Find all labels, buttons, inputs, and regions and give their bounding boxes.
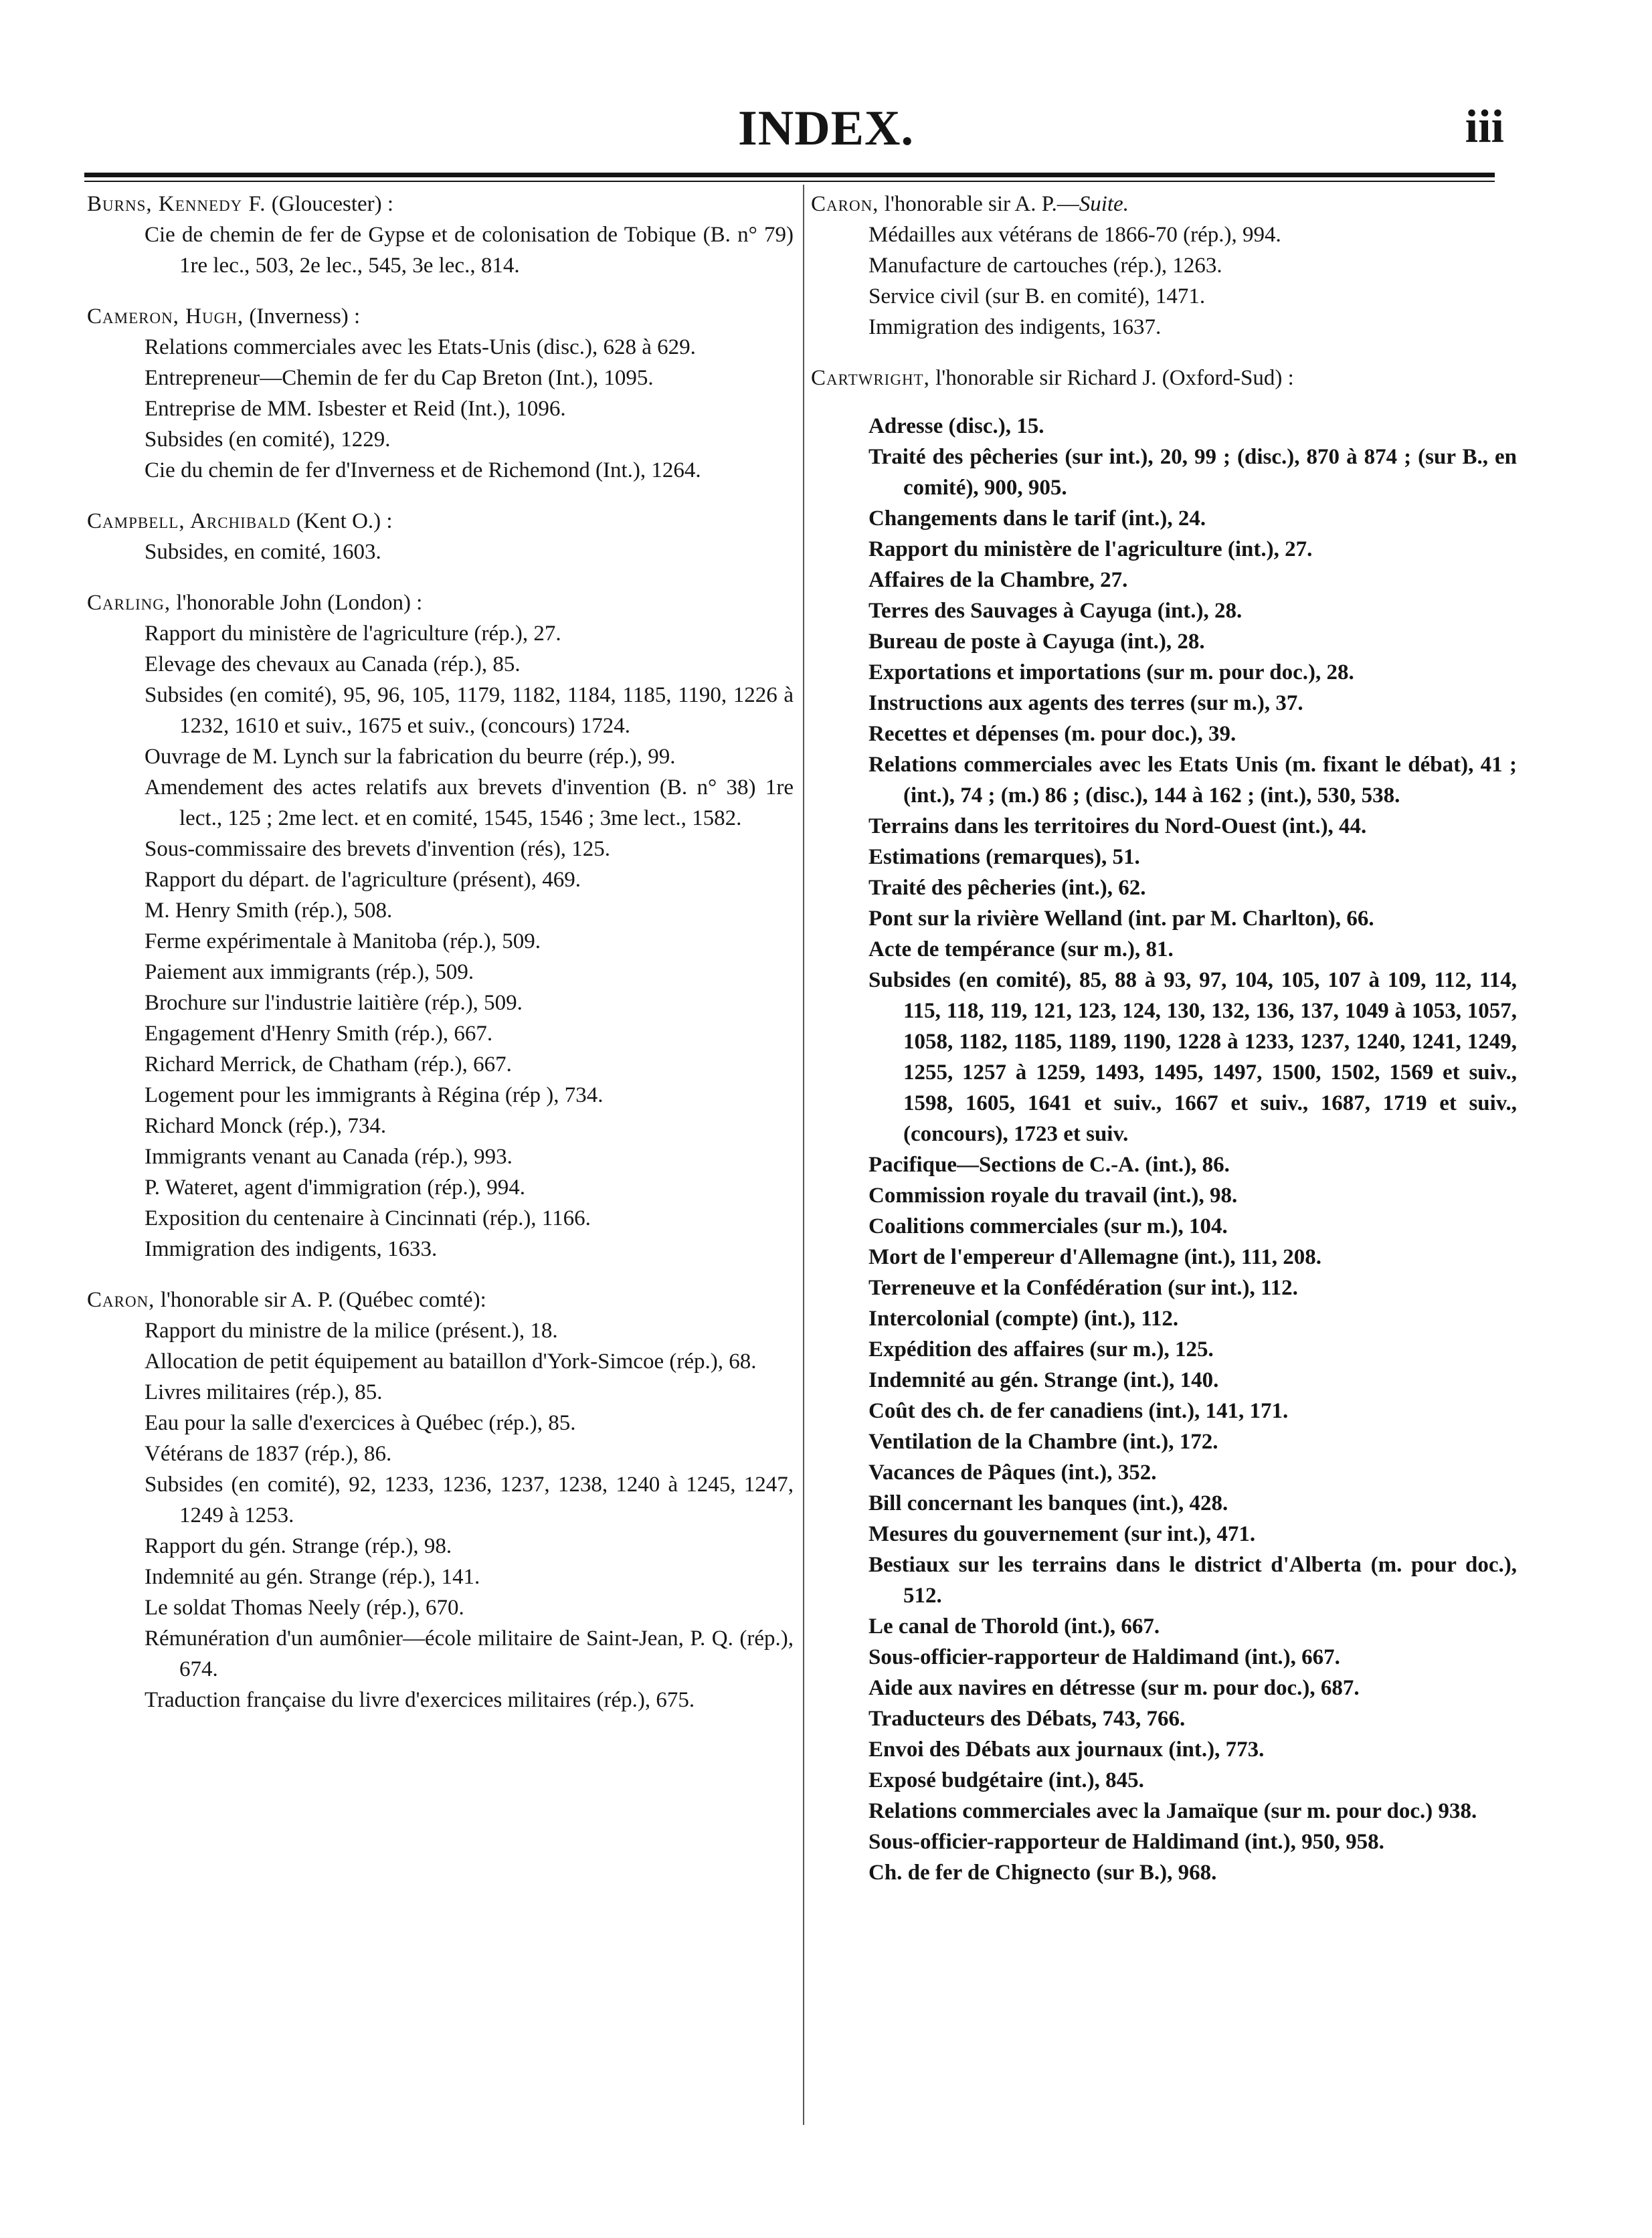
index-subentry: Immigrants venant au Canada (rép.), 993. bbox=[145, 1145, 513, 1169]
index-subentry: Bill concernant les banques (int.), 428. bbox=[868, 1491, 1228, 1515]
index-subentry: Relations commerciales avec les Etats-Unis (disc.), 628 à 629. bbox=[145, 335, 696, 359]
index-subentry: Le canal de Thorold (int.), 667. bbox=[868, 1614, 1160, 1639]
index-subentry: Amendement des actes relatifs aux brevets d'invention (B. n° 38) 1re lect., 125 ; 2me lect. et en comité, 1545, 1546 ; 3me lect., 1582. bbox=[145, 775, 794, 830]
index-subentry: Acte de tempérance (sur m.), 81. bbox=[868, 937, 1174, 961]
header-rule-thin bbox=[84, 181, 1495, 182]
index-subentry: Estimations (remarques), 51. bbox=[868, 845, 1140, 869]
index-entry-cartwright bbox=[811, 363, 1517, 1888]
index-subentry: Rapport du gén. Strange (rép.), 98. bbox=[145, 1534, 452, 1558]
index-entry-caron-suite bbox=[811, 189, 1517, 343]
entry-heading bbox=[87, 587, 794, 618]
index-subentry: Immigration des indigents, 1637. bbox=[868, 315, 1162, 339]
entry-name: Burns, Kennedy F. bbox=[87, 192, 266, 216]
entry-name: Caron, bbox=[811, 192, 879, 216]
entry-items bbox=[811, 411, 1517, 1888]
entry-heading bbox=[811, 189, 1517, 219]
index-subentry: Entreprise de MM. Isbester et Reid (Int.), 1096. bbox=[145, 397, 566, 421]
index-subentry: Ventilation de la Chambre (int.), 172. bbox=[868, 1430, 1218, 1454]
index-subentry: Sous-officier-rapporteur de Haldimand (int.), 950, 958. bbox=[868, 1830, 1384, 1854]
index-entry bbox=[87, 301, 794, 486]
index-subentry: Mort de l'empereur d'Allemagne (int.), 111, 208. bbox=[868, 1245, 1322, 1269]
index-subentry: Bestiaux sur les terrains dans le district d'Alberta (m. pour doc.), 512. bbox=[868, 1553, 1517, 1608]
index-subentry: Brochure sur l'industrie laitière (rép.), 509. bbox=[145, 991, 523, 1015]
index-subentry: Rapport du ministre de la milice (présent.), 18. bbox=[145, 1319, 558, 1343]
index-subentry: Rapport du départ. de l'agriculture (présent), 469. bbox=[145, 868, 581, 892]
header-rule bbox=[84, 173, 1495, 177]
index-entry bbox=[87, 1285, 794, 1715]
index-subentry: Aide aux navires en détresse (sur m. pour doc.), 687. bbox=[868, 1676, 1360, 1700]
index-subentry: Instructions aux agents des terres (sur m.), 37. bbox=[868, 691, 1303, 715]
index-subentry: Ouvrage de M. Lynch sur la fabrication du beurre (rép.), 99. bbox=[145, 745, 676, 769]
entry-name: Campbell, Archibald bbox=[87, 509, 291, 533]
index-subentry: Bureau de poste à Cayuga (int.), 28. bbox=[868, 630, 1205, 654]
entry-heading bbox=[87, 301, 794, 332]
entry-qualifier: l'honorable sir A. P. (Québec comté): bbox=[155, 1288, 486, 1312]
index-subentry: Envoi des Débats aux journaux (int.), 773. bbox=[868, 1738, 1265, 1762]
index-subentry: Ferme expérimentale à Manitoba (rép.), 509. bbox=[145, 929, 541, 953]
left-column bbox=[87, 189, 794, 1736]
index-subentry: Livres militaires (rép.), 85. bbox=[145, 1380, 383, 1404]
index-subentry: Traduction française du livre d'exercices militaires (rép.), 675. bbox=[145, 1688, 695, 1712]
index-subentry: Allocation de petit équipement au bataillon d'York-Simcoe (rép.), 68. bbox=[145, 1349, 757, 1374]
index-subentry: Subsides (en comité), 92, 1233, 1236, 1237, 1238, 1240 à 1245, 1247, 1249 à 1253. bbox=[145, 1473, 794, 1527]
index-subentry: Traité des pêcheries (sur int.), 20, 99 ; (disc.), 870 à 874 ; (sur B., en comité), 900, 905. bbox=[868, 445, 1517, 500]
entry-heading bbox=[811, 363, 1517, 393]
page-title: INDEX. bbox=[738, 101, 914, 156]
index-subentry: Indemnité au gén. Strange (int.), 140. bbox=[868, 1368, 1219, 1392]
index-subentry: M. Henry Smith (rép.), 508. bbox=[145, 899, 393, 923]
index-subentry: Traité des pêcheries (int.), 62. bbox=[868, 876, 1146, 900]
entry-qualifier: l'honorable sir A. P.— bbox=[879, 192, 1079, 216]
index-subentry: Sous-officier-rapporteur de Haldimand (int.), 667. bbox=[868, 1645, 1340, 1669]
entry-suite-label: Suite. bbox=[1079, 192, 1129, 216]
index-subentry: Pont sur la rivière Welland (int. par M. Charlton), 66. bbox=[868, 907, 1374, 931]
entry-heading bbox=[87, 1285, 794, 1315]
entry-name: Carling, bbox=[87, 591, 171, 615]
index-subentry: Subsides (en comité), 1229. bbox=[145, 428, 391, 452]
right-column bbox=[811, 189, 1517, 1908]
index-subentry: Expédition des affaires (sur m.), 125. bbox=[868, 1337, 1214, 1362]
index-subentry: Terreneuve et la Confédération (sur int.), 112. bbox=[868, 1276, 1298, 1300]
index-subentry: Exportations et importations (sur m. pour doc.), 28. bbox=[868, 660, 1354, 684]
index-subentry: Traducteurs des Débats, 743, 766. bbox=[868, 1707, 1186, 1731]
index-subentry: Subsides (en comité), 95, 96, 105, 1179, 1182, 1184, 1185, 1190, 1226 à 1232, 1610 et suiv., 1675 et suiv., (concours) 1724. bbox=[145, 683, 794, 738]
entry-qualifier: l'honorable sir Richard J. (Oxford-Sud) : bbox=[929, 366, 1294, 390]
index-subentry: Richard Merrick, de Chatham (rép.), 667. bbox=[145, 1052, 512, 1077]
index-subentry: Service civil (sur B. en comité), 1471. bbox=[868, 284, 1206, 308]
index-subentry: Intercolonial (compte) (int.), 112. bbox=[868, 1307, 1179, 1331]
index-subentry: Engagement d'Henry Smith (rép.), 667. bbox=[145, 1022, 493, 1046]
index-subentry: P. Wateret, agent d'immigration (rép.), 994. bbox=[145, 1176, 526, 1200]
index-subentry: Relations commerciales avec la Jamaïque (sur m. pour doc.) 938. bbox=[868, 1799, 1477, 1823]
index-subentry: Mesures du gouvernement (sur int.), 471. bbox=[868, 1522, 1256, 1546]
entry-items bbox=[811, 219, 1517, 343]
index-subentry: Le soldat Thomas Neely (rép.), 670. bbox=[145, 1596, 464, 1620]
index-subentry: Vétérans de 1837 (rép.), 86. bbox=[145, 1442, 392, 1466]
entry-heading bbox=[87, 189, 794, 219]
index-subentry: Cie du chemin de fer d'Inverness et de Richemond (Int.), 1264. bbox=[145, 458, 701, 482]
index-subentry: Exposé budgétaire (int.), 845. bbox=[868, 1768, 1144, 1792]
index-subentry: Coût des ch. de fer canadiens (int.), 141, 171. bbox=[868, 1399, 1289, 1423]
index-subentry: Indemnité au gén. Strange (rép.), 141. bbox=[145, 1565, 480, 1589]
index-subentry: Richard Monck (rép.), 734. bbox=[145, 1114, 387, 1138]
entry-qualifier: (Kent O.) : bbox=[290, 509, 393, 533]
index-subentry: Ch. de fer de Chignecto (sur B.), 968. bbox=[868, 1861, 1217, 1885]
entry-qualifier: (Gloucester) : bbox=[266, 192, 394, 216]
index-subentry: Relations commerciales avec les Etats Unis (m. fixant le débat), 41 ; (int.), 74 ; (m.) 86 ; (disc.), 144 à 162 ; (int.), 530, 538. bbox=[868, 753, 1517, 808]
index-subentry: Paiement aux immigrants (rép.), 509. bbox=[145, 960, 474, 984]
index-subentry: Rémunération d'un aumônier—école militaire de Saint-Jean, P. Q. (rép.), 674. bbox=[145, 1626, 794, 1681]
index-entry bbox=[87, 189, 794, 281]
index-subentry: Rapport du ministère de l'agriculture (rép.), 27. bbox=[145, 622, 561, 646]
index-subentry: Affaires de la Chambre, 27. bbox=[868, 568, 1128, 592]
column-divider bbox=[803, 185, 804, 2125]
index-subentry: Entrepreneur—Chemin de fer du Cap Breton (Int.), 1095. bbox=[145, 366, 654, 390]
entry-name: Cartwright, bbox=[811, 366, 930, 390]
entry-name: Cameron, Hugh, bbox=[87, 304, 244, 329]
index-subentry: Manufacture de cartouches (rép.), 1263. bbox=[868, 254, 1222, 278]
entry-name: Caron, bbox=[87, 1288, 155, 1312]
index-subentry: Logement pour les immigrants à Régina (rép ), 734. bbox=[145, 1083, 604, 1107]
index-subentry: Sous-commissaire des brevets d'invention (rés), 125. bbox=[145, 837, 611, 861]
index-subentry: Commission royale du travail (int.), 98. bbox=[868, 1184, 1238, 1208]
entry-qualifier: (Inverness) : bbox=[244, 304, 361, 329]
index-subentry: Immigration des indigents, 1633. bbox=[145, 1237, 438, 1261]
index-subentry: Cie de chemin de fer de Gypse et de colonisation de Tobique (B. n° 79) 1re lec., 503, 2e lec., 545, 3e lec., 814. bbox=[145, 223, 794, 278]
index-subentry: Terres des Sauvages à Cayuga (int.), 28. bbox=[868, 599, 1243, 623]
index-subentry: Médailles aux vétérans de 1866-70 (rép.), 994. bbox=[868, 223, 1281, 247]
index-subentry: Coalitions commerciales (sur m.), 104. bbox=[868, 1214, 1228, 1238]
page-number: iii bbox=[1465, 101, 1504, 153]
index-subentry: Exposition du centenaire à Cincinnati (rép.), 1166. bbox=[145, 1206, 591, 1230]
index-subentry: Adresse (disc.), 15. bbox=[868, 414, 1044, 438]
index-subentry: Recettes et dépenses (m. pour doc.), 39. bbox=[868, 722, 1236, 746]
index-subentry: Terrains dans les territoires du Nord-Ouest (int.), 44. bbox=[868, 814, 1367, 838]
index-entry bbox=[87, 506, 794, 567]
index-entry bbox=[87, 587, 794, 1265]
entry-heading bbox=[87, 506, 794, 537]
index-subentry: Subsides, en comité, 1603. bbox=[145, 540, 381, 564]
index-subentry: Eau pour la salle d'exercices à Québec (rép.), 85. bbox=[145, 1411, 576, 1435]
index-subentry: Pacifique—Sections de C.-A. (int.), 86. bbox=[868, 1153, 1230, 1177]
entry-qualifier: l'honorable John (London) : bbox=[171, 591, 423, 615]
index-subentry: Elevage des chevaux au Canada (rép.), 85. bbox=[145, 652, 521, 676]
index-subentry: Vacances de Pâques (int.), 352. bbox=[868, 1461, 1157, 1485]
index-subentry: Subsides (en comité), 85, 88 à 93, 97, 104, 105, 107 à 109, 112, 114, 115, 118, 119, 121, 123, 124, 130, 132, 136, 137, 1049 à 1053, 1057, 1058, 1182, 1185, 1189, 1190, 1228 à 1233, 1237, 1240, 1241, 1249, 1255, 1257 à 1259, 1493, 1495, 1497, 1500, 1502, 1569 et suiv., 1598, 1605, 1641 et suiv., 1667 et suiv., 1687, 1719 et suiv., (concours), 1723 et suiv. bbox=[868, 968, 1517, 1146]
index-subentry: Rapport du ministère de l'agriculture (int.), 27. bbox=[868, 537, 1313, 561]
index-subentry: Changements dans le tarif (int.), 24. bbox=[868, 506, 1206, 531]
